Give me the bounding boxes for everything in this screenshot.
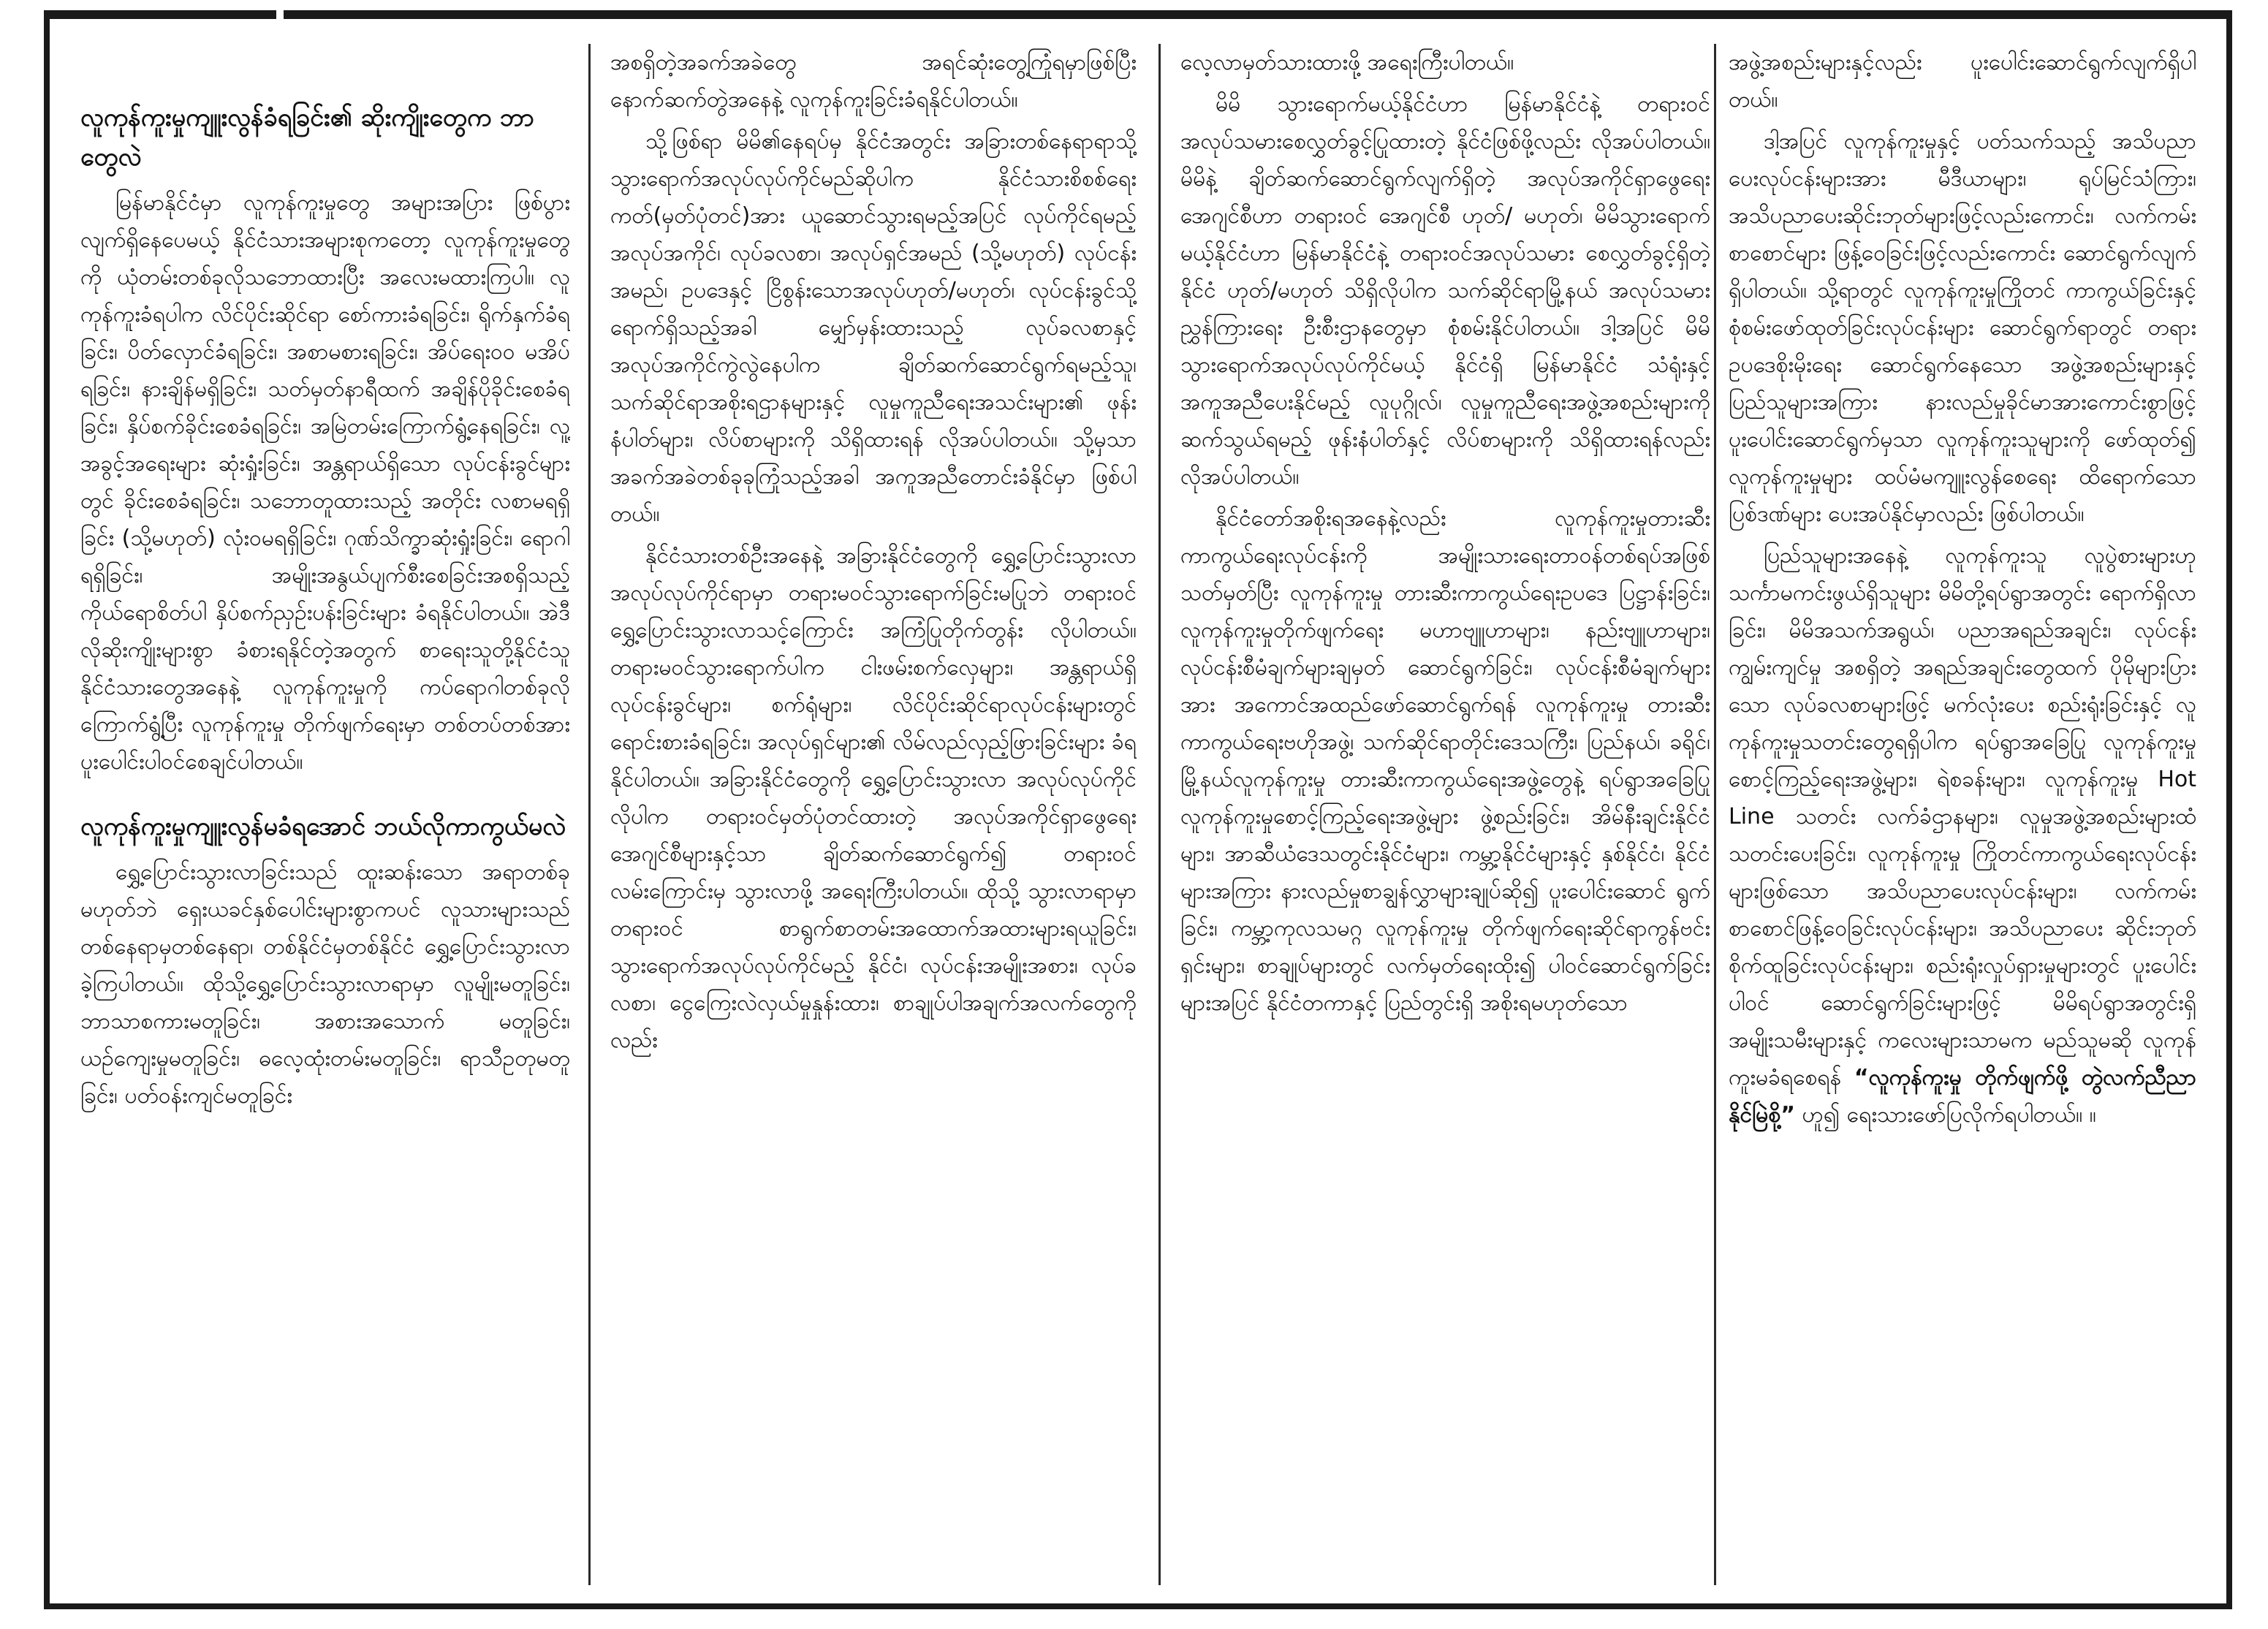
paragraph: ရွှေ့ပြောင်းသွားလာခြင်းသည် ထူးဆန်းသော အရာတစ်ခုမဟုတ်ဘဲ ရှေးယခင်နှစ်ပေါင်းများစွာကပင် လူသားများသည် တစ်နေရာမှတစ်နေရာ၊ တစ်နိုင်ငံမှတစ်နိုင်ငံ ရွှေ့ပြောင်းသွားလာခဲ့ကြပါတယ်။ ထိုသို့ရွှေ့ပြောင်းသွားလာရာမှာ လူမျိုးမတူခြင်း၊ ဘာသာစကားမတူခြင်း၊ အစားအသောက် မတူခြင်း၊ ယဉ်ကျေးမှုမတူခြင်း၊ ဓလေ့ထုံးတမ်းမတူခြင်း၊ ရာသီဥတုမတူခြင်း၊ ပတ်ဝန်းကျင်မတူခြင်း [80,859,570,1109]
paragraph: နိုင်ငံတော်အစိုးရအနေနဲ့လည်း လူကုန်ကူးမှုတားဆီးကာကွယ်ရေးလုပ်ငန်းကို အမျိုးသားရေးတာဝန်တစ်ရပ်အဖြစ်သတ်မှတ်ပြီး လူကုန်ကူးမှု တားဆီးကာကွယ်ရေးဥပဒေ ပြဋ္ဌာန်းခြင်း၊ လူကုန်ကူးမှုတိုက်ဖျက်ရေး မဟာဗျူဟာများ၊ နည်းဗျူဟာများ၊ လုပ်ငန်းစီမံချက်များချမှတ် ဆောင်ရွက်ခြင်း၊ လုပ်ငန်းစီမံချက်များအား အကောင်အထည်ဖော်ဆောင်ရွက်ရန် လူကုန်ကူးမှု တားဆီးကာကွယ်ရေးဗဟိုအဖွဲ့၊ သက်ဆိုင်ရာတိုင်းဒေသကြီး၊ ပြည်နယ်၊ ခရိုင်၊ မြို့နယ်လူကုန်ကူးမှု တားဆီးကာကွယ်ရေးအဖွဲ့တွေနဲ့ ရပ်ရွာအခြေပြု လူကုန်ကူးမှုစောင့်ကြည့်ရေးအဖွဲ့များ ဖွဲ့စည်းခြင်း၊ အိမ်နီးချင်းနိုင်ငံများ၊ အာဆီယံဒေသတွင်းနိုင်ငံများ၊ ကမ္ဘာ့နိုင်ငံများနှင့် နှစ်နိုင်ငံ၊ နိုင်ငံများအကြား နားလည်မှုစာချွန်လွှာများချုပ်ဆို၍ ပူးပေါင်းဆောင် ရွက်ခြင်း၊ ကမ္ဘာ့ကုလသမဂ္ဂ လူကုန်ကူးမှု တိုက်ဖျက်ရေးဆိုင်ရာကွန်ဗင်းရှင်းများ၊ စာချုပ်များတွင် လက်မှတ်ရေးထိုး၍ ပါဝင်ဆောင်ရွက်ခြင်းများအပြင် နိုင်ငံတကာနှင့် ပြည်တွင်းရှိ အစိုးရမဟုတ်သော [1180,506,1710,1016]
paragraph-text: ပြည်သူများအနေနဲ့ လူကုန်ကူးသူ လူပွဲစားများဟု သင်္ကာမကင်းဖွယ်ရှိသူများ မိမိတို့ရပ်ရွာအတွင်း ရောက်ရှိလာခြင်း၊ မိမိအသက်အရွယ်၊ ပညာအရည်အချင်း၊ လုပ်ငန်းကျွမ်းကျင်မှု အစရှိတဲ့ အရည်အချင်းတွေထက် ပိုမိုများပြားသော လုပ်ခလစာများဖြင့် မက်လုံးပေး စည်းရုံးခြင်းနှင့် လူကုန်ကူးမှုသတင်းတွေရရှိပါက ရပ်ရွာအခြေပြု လူကုန်ကူးမှုစောင့်ကြည့်ရေးအဖွဲ့များ၊ ရဲစခန်းများ၊ လူကုန်ကူးမှု Hot Line သတင်း လက်ခံဌာနများ၊ လူမှုအဖွဲ့အစည်းများထံ သတင်းပေးခြင်း၊ လူကုန်ကူးမှု ကြိုတင်ကာကွယ်ရေးလုပ်ငန်းများဖြစ်သော အသိပညာပေးလုပ်ငန်းများ၊ လက်ကမ်းစာစောင်ဖြန့်ဝေခြင်းလုပ်ငန်းများ၊ အသိပညာပေး ဆိုင်းဘုတ်စိုက်ထူခြင်းလုပ်ငန်းများ၊ စည်းရုံးလှုပ်ရှားမှုများတွင် ပူးပေါင်းပါဝင် ဆောင်ရွက်ခြင်းများဖြင့် မိမိရပ်ရွာအတွင်းရှိ အမျိုးသမီးများနှင့် ကလေးများသာမက မည်သူမဆို လူကုန်ကူးမခံရစေရန် [1729,543,2196,1090]
column-3 [1180,44,1710,1588]
section-heading-consequences: လူကုန်ကူးမှုကျူးလွန်ခံရခြင်း၏ ဆိုးကျိုးတွေက ဘာတွေလဲ [80,103,534,172]
section-heading-prevention: လူကုန်ကူးမှုကျူးလွန်မခံရအောင် ဘယ်လိုကာကွယ်မလဲ [80,812,566,841]
campaign-slogan: “လူကုန်ကူးမှု တိုက်ဖျက်ဖို့ တွဲလက်ညီညာ နိုင်မြဲစို့” [1729,1065,2196,1128]
column-divider [1714,44,1716,1585]
paragraph: အဖွဲ့အစည်းများနှင့်လည်း ပူးပေါင်းဆောင်ရွက်လျက်ရှိပါတယ်။ [1729,50,2196,113]
closing-paragraph [1729,537,2196,1134]
column-4 [1729,44,2196,1588]
paragraph: မိမိ သွားရောက်မယ့်နိုင်ငံဟာ မြန်မာနိုင်ငံနဲ့ တရားဝင် အလုပ်သမားစေလွှတ်ခွင့်ပြုထားတဲ့ နိုင်ငံဖြစ်ဖို့လည်း လိုအပ်ပါတယ်။ မိမိနဲ့ ချိတ်ဆက်ဆောင်ရွက်လျက်ရှိတဲ့ အလုပ်အကိုင်ရှာဖွေရေး အေဂျင်စီဟာ တရားဝင် အေဂျင်စီ ဟုတ်/ မဟုတ်၊ မိမိသွားရောက်မယ့်နိုင်ငံဟာ မြန်မာနိုင်ငံနဲ့ တရားဝင်အလုပ်သမား စေလွှတ်ခွင့်ရှိတဲ့ နိုင်ငံ ဟုတ်/မဟုတ် သိရှိလိုပါက သက်ဆိုင်ရာမြို့နယ် အလုပ်သမားညွှန်ကြားရေး ဦးစီးဌာနတွေမှာ စုံစမ်းနိုင်ပါတယ်။ ဒါ့အပြင် မိမိ သွားရောက်အလုပ်လုပ်ကိုင်မယ့် နိုင်ငံရှိ မြန်မာနိုင်ငံ သံရုံးနှင့် အကူအညီပေးနိုင်မည့် လူပုဂ္ဂိုလ်၊ လူမှုကူညီရေးအဖွဲ့အစည်းများကို ဆက်သွယ်ရမည့် ဖုန်းနံပါတ်နှင့် လိပ်စာများကို သိရှိထားရန်လည်း လိုအပ်ပါတယ်။ [1180,91,1710,490]
paragraph: နိုင်ငံသားတစ်ဦးအနေနဲ့ အခြားနိုင်ငံတွေကို ရွှေ့ပြောင်းသွားလာ အလုပ်လုပ်ကိုင်ရာမှာ တရားမဝင်သွားရောက်ခြင်းမပြုဘဲ တရားဝင်ရွှေ့ပြောင်းသွားလာသင့်ကြောင်း အကြံပြုတိုက်တွန်း လိုပါတယ်။ တရားမဝင်သွားရောက်ပါက ငါးဖမ်းစက်လှေများ၊ အန္တရာယ်ရှိလုပ်ငန်းခွင်များ၊ စက်ရုံများ၊ လိင်ပိုင်းဆိုင်ရာလုပ်ငန်းများတွင် ရောင်းစားခံရခြင်း၊ အလုပ်ရှင်များ၏ လိမ်လည်လှည့်ဖြားခြင်းများ ခံရနိုင်ပါတယ်။ အခြားနိုင်ငံတွေကို ရွှေ့ပြောင်းသွားလာ အလုပ်လုပ်ကိုင်လိုပါက တရားဝင်မှတ်ပုံတင်ထားတဲ့ အလုပ်အကိုင်ရှာဖွေရေး အေဂျင်စီများနှင့်သာ ချိတ်ဆက်ဆောင်ရွက်၍ တရားဝင်လမ်းကြောင်းမှ သွားလာဖို့ အရေးကြီးပါတယ်။ ထိုသို့ သွားလာရာမှာ တရားဝင် စာရွက်စာတမ်းအထောက်အထားများရယူခြင်း၊ သွားရောက်အလုပ်လုပ်ကိုင်မည့် နိုင်ငံ၊ လုပ်ငန်းအမျိုးအစား၊ လုပ်ခလစာ၊ ငွေကြေးလဲလှယ်မှုနှုန်းထား၊ စာချုပ်ပါအချက်အလက်တွေကိုလည်း [610,543,1137,1053]
column-divider [588,44,591,1585]
column-2 [610,44,1137,1588]
paragraph: လေ့လာမှတ်သားထားဖို့ အရေးကြီးပါတယ်။ [1180,50,1514,75]
column-1 [80,44,570,1588]
paragraph: သို့ဖြစ်ရာ မိမိ၏နေရပ်မှ နိုင်ငံအတွင်း အခြားတစ်နေရာရာသို့ သွားရောက်အလုပ်လုပ်ကိုင်မည်ဆိုပါက နိုင်ငံသားစိစစ်ရေးကတ်(မှတ်ပုံတင်)အား ယူဆောင်သွားရမည့်အပြင် လုပ်ကိုင်ရမည့်အလုပ်အကိုင်၊ လုပ်ခလစာ၊ အလုပ်ရှင်အမည် (သို့မဟုတ်) လုပ်ငန်းအမည်၊ ဥပဒေနှင့် ငြိစွန်းသောအလုပ်ဟုတ်/မဟုတ်၊ လုပ်ငန်းခွင်သို့ ရောက်ရှိသည့်အခါ မျှော်မှန်းထားသည့် လုပ်ခလစာနှင့် အလုပ်အကိုင်ကွဲလွဲနေပါက ချိတ်ဆက်ဆောင်ရွက်ရမည့်သူ၊ သက်ဆိုင်ရာအစိုးရဌာနများနှင့် လူမှုကူညီရေးအသင်းများ၏ ဖုန်းနံပါတ်များ၊ လိပ်စာများကို သိရှိထားရန် လိုအပ်ပါတယ်။ သို့မှသာ အခက်အခဲတစ်ခုခုကြုံသည့်အခါ အကူအညီတောင်းခံနိုင်မှာ ဖြစ်ပါတယ်။ [610,129,1137,527]
paragraph: အစရှိတဲ့အခက်အခဲတွေ အရင်ဆုံးတွေ့ကြုံရမှာဖြစ်ပြီး နောက်ဆက်တွဲအနေနဲ့ လူကုန်ကူးခြင်းခံရနိုင်ပါတယ်။ [610,50,1137,113]
column-divider [1158,44,1161,1585]
paragraph: မြန်မာနိုင်ငံမှာ လူကုန်ကူးမှုတွေ အများအပြား ဖြစ်ပွားလျက်ရှိနေပေမယ့် နိုင်ငံသားအများစုကတော့ လူကုန်ကူးမှုတွေကို ယုံတမ်းတစ်ခုလိုသဘောထားပြီး အလေးမထားကြပါ။ လူကုန်ကူးခံရပါက လိင်ပိုင်းဆိုင်ရာ စော်ကားခံရခြင်း၊ ရိုက်နှက်ခံရခြင်း၊ ပိတ်လှောင်ခံရခြင်း၊ အစာမစားရခြင်း၊ အိပ်ရေးဝဝ မအိပ်ရခြင်း၊ နားချိန်မရှိခြင်း၊ သတ်မှတ်နာရီထက် အချိန်ပိုခိုင်းစေခံရခြင်း၊ နှိပ်စက်ခိုင်းစေခံရခြင်း၊ အမြဲတမ်းကြောက်ရွံ့နေရခြင်း၊ လူ့အခွင့်အရေးများ ဆုံးရှုံးခြင်း၊ အန္တရာယ်ရှိသော လုပ်ငန်းခွင်များတွင် ခိုင်းစေခံရခြင်း၊ သဘောတူထားသည့် အတိုင်း လစာမရရှိခြင်း (သို့မဟုတ်) လုံးဝမရရှိခြင်း၊ ဂုဏ်သိက္ခာဆုံးရှုံးခြင်း၊ ရောဂါရရှိခြင်း၊ အမျိုးအနွယ်ပျက်စီးစေခြင်းအစရှိသည့် ကိုယ်ရောစိတ်ပါ နှိပ်စက်ညှဉ်းပန်းခြင်းများ ခံရနိုင်ပါတယ်။ အဲဒီလိုဆိုးကျိုးများစွာ ခံစားရနိုင်တဲ့အတွက် စာရေးသူတို့နိုင်ငံသူ နိုင်ငံသားတွေအနေနဲ့ လူကုန်ကူးမှုကို ကပ်ရောဂါတစ်ခုလို ကြောက်ရွံ့ပြီး လူကုန်ကူးမှု တိုက်ဖျက်ရေးမှာ တစ်တပ်တစ်အား ပူးပေါင်းပါဝင်စေချင်ပါတယ်။ [80,190,570,775]
closing-text: ဟူ၍ ရေးသားဖော်ပြလိုက်ရပါတယ်။ ။ [1802,1102,2096,1128]
paragraph: ဒါ့အပြင် လူကုန်ကူးမှုနှင့် ပတ်သက်သည့် အသိပညာပေးလုပ်ငန်းများအား မီဒီယာများ၊ ရုပ်မြင်သံကြား၊ အသိပညာပေးဆိုင်းဘုတ်များဖြင့်လည်းကောင်း၊ လက်ကမ်းစာစောင်များ ဖြန့်ဝေခြင်းဖြင့်လည်းကောင်း ဆောင်ရွက်လျက်ရှိပါတယ်။ သို့ရာတွင် လူကုန်ကူးမှုကြိုတင် ကာကွယ်ခြင်းနှင့် စုံစမ်းဖော်ထုတ်ခြင်းလုပ်ငန်းများ ဆောင်ရွက်ရာတွင် တရားဥပဒေစိုးမိုးရေး ဆောင်ရွက်နေသော အဖွဲ့အစည်းများနှင့် ပြည်သူများအကြား နားလည်မှုခိုင်မာအားကောင်းစွာဖြင့် ပူးပေါင်းဆောင်ရွက်မှသာ လူကုန်ကူးသူများကို ဖော်ထုတ်၍ လူကုန်ကူးမှုများ ထပ်မံမကျူးလွန်စေရေး ထိရောက်သောပြစ်ဒဏ်များ ပေးအပ်နိုင်မှာလည်း ဖြစ်ပါတယ်။ [1729,129,2196,527]
